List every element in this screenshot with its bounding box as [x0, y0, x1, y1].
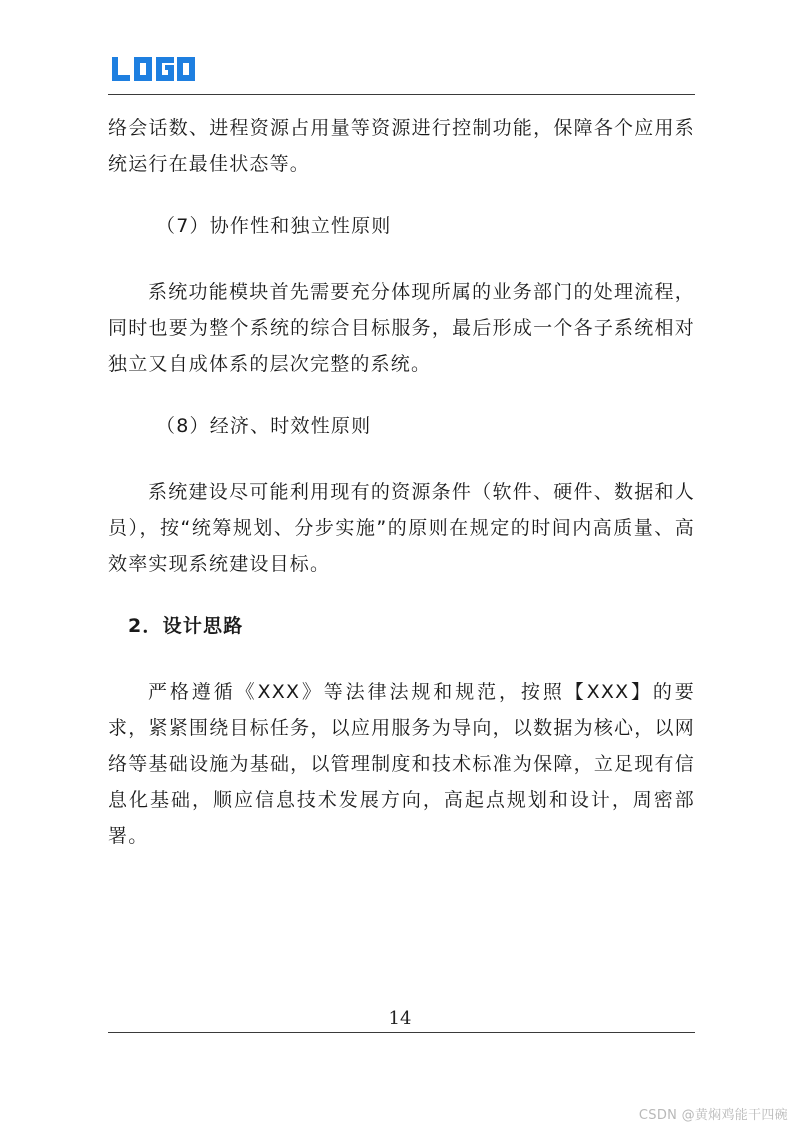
section-2-heading: 2．设计思路	[128, 615, 244, 637]
paragraph-continuation: 络会话数、进程资源占用量等资源进行控制功能，保障各个应用系统运行在最佳状态等。	[108, 117, 695, 175]
paragraph-economy: 系统建设尽可能利用现有的资源条件（软件、硬件、数据和人员），按“统筹规划、分步实施”的原则在规定的时间内高质量、高效率实现系统建设目标。	[108, 481, 695, 575]
page-body	[108, 108, 695, 854]
page-number: 14	[388, 1008, 412, 1029]
item-8-heading: （8）经济、时效性原则	[156, 415, 372, 437]
logo	[110, 52, 196, 86]
footer-divider	[108, 1032, 695, 1033]
header-divider	[108, 94, 695, 95]
watermark: CSDN @黄焖鸡能干四碗	[638, 1108, 788, 1123]
item-7-heading: （7）协作性和独立性原则	[156, 215, 392, 237]
paragraph-collaboration: 系统功能模块首先需要充分体现所属的业务部门的处理流程，同时也要为整个系统的综合目标服务，最后形成一个各子系统相对独立又自成体系的层次完整的系统。	[108, 281, 695, 375]
paragraph-design-approach: 严格遵循《XXX》等法律法规和规范，按照【XXX】的要求，紧紧围绕目标任务，以应用服务为导向，以数据为核心，以网络等基础设施为基础，以管理制度和技术标准为保障，立足现有信息化基础，顺应信息技术发展方向，高起点规划和设计，周密部署。	[108, 681, 695, 847]
logo-mark	[110, 55, 196, 83]
